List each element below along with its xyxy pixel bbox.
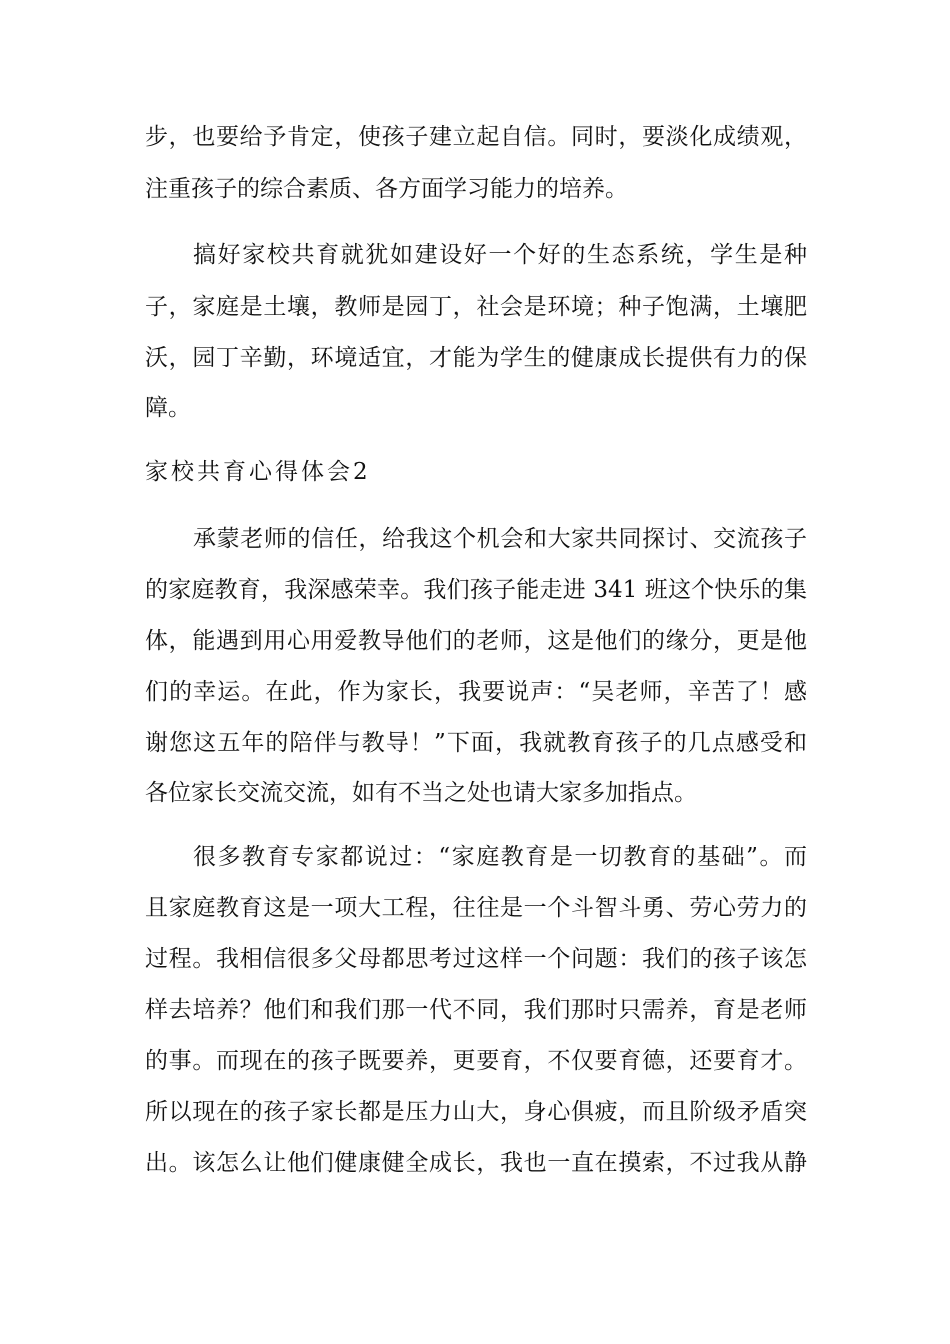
paragraph-line: 搞好家校共育就犹如建设好一个好的生态系统，学生是种	[193, 242, 807, 268]
paragraph-line: 过程。我相信很多父母都思考过这样一个问题：我们的孩子该怎	[145, 946, 807, 972]
paragraph-line: 子，家庭是土壤，教师是园丁，社会是环境；种子饱满，土壤肥	[145, 294, 807, 320]
paragraph-line: 样去培养？他们和我们那一代不同，我们那时只需养，育是老师	[145, 997, 807, 1023]
paragraph-line: 且家庭教育这是一项大工程，往往是一个斗智斗勇、劳心劳力的	[145, 895, 807, 921]
paragraph-line: 的家庭教育，我深感荣幸。我们孩子能走进 341 班这个快乐的集	[145, 577, 807, 603]
paragraph-line: 沃，园丁辛勤，环境适宜，才能为学生的健康成长提供有力的保	[145, 345, 807, 371]
section-heading: 家校共育心得体会2	[145, 459, 371, 485]
paragraph-line: 步，也要给予肯定，使孩子建立起自信。同时，要淡化成绩观，	[145, 124, 807, 150]
paragraph-line: 体，能遇到用心用爱教导他们的老师，这是他们的缘分，更是他	[145, 628, 807, 654]
paragraph-line: 各位家长交流交流，如有不当之处也请大家多加指点。	[145, 780, 697, 806]
paragraph-line: 们的幸运。在此，作为家长，我要说声：“吴老师，辛苦了！感	[145, 679, 807, 705]
paragraph-line: 注重孩子的综合素质、各方面学习能力的培养。	[145, 176, 628, 202]
paragraph-line: 谢您这五年的陪伴与教导！”下面，我就教育孩子的几点感受和	[145, 730, 807, 756]
paragraph-line: 出。该怎么让他们健康健全成长，我也一直在摸索，不过我从静	[145, 1150, 807, 1176]
paragraph-line: 承蒙老师的信任，给我这个机会和大家共同探讨、交流孩子	[193, 526, 807, 552]
paragraph-line: 很多教育专家都说过：“家庭教育是一切教育的基础”。而	[193, 844, 807, 870]
paragraph-line: 障。	[145, 395, 191, 421]
paragraph-line: 所以现在的孩子家长都是压力山大，身心俱疲，而且阶级矛盾突	[145, 1099, 807, 1125]
paragraph-line: 的事。而现在的孩子既要养，更要育，不仅要育德，还要育才。	[145, 1048, 807, 1074]
